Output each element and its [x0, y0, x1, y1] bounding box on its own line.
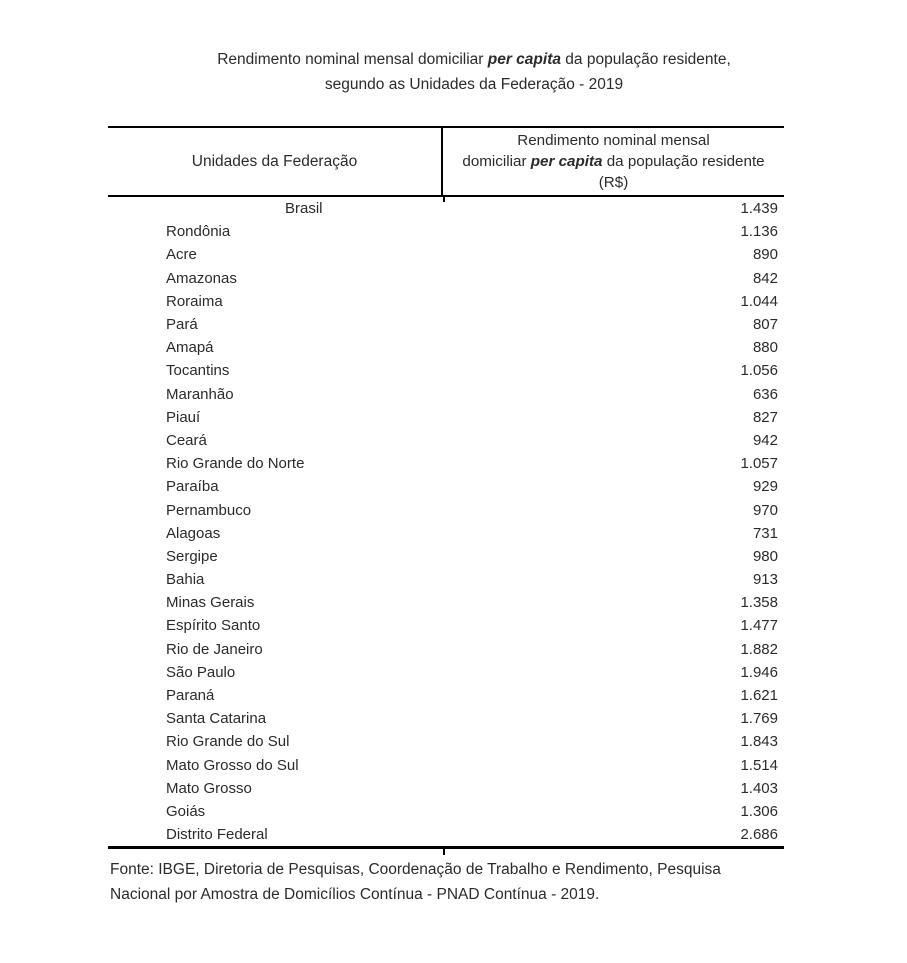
- uf-name: Brasil: [285, 200, 323, 218]
- table-row: [108, 197, 784, 220]
- uf-value: 1.514: [740, 756, 778, 774]
- uf-name: Minas Gerais: [166, 594, 255, 612]
- uf-name: Pernambuco: [166, 501, 252, 519]
- uf-name: Amapá: [166, 339, 214, 357]
- table-row: [108, 684, 784, 707]
- uf-name: Santa Catarina: [166, 710, 267, 728]
- table-header-row: [108, 128, 784, 197]
- table-row: [108, 243, 784, 266]
- uf-name: Distrito Federal: [166, 826, 268, 844]
- table-row: [108, 823, 784, 846]
- uf-name: Rio Grande do Norte: [166, 455, 305, 473]
- uf-value: 1.439: [740, 200, 778, 218]
- uf-value: 1.477: [740, 617, 778, 635]
- table-row: [108, 429, 784, 452]
- table-row: [108, 452, 784, 475]
- table-row: [108, 220, 784, 243]
- table-row: [108, 614, 784, 637]
- table-row: [108, 800, 784, 823]
- header-rendimento: [443, 128, 784, 195]
- table-row: [108, 591, 784, 614]
- uf-name: Mato Grosso: [166, 779, 252, 797]
- document-title: [140, 47, 808, 97]
- uf-name: Sergipe: [166, 547, 218, 565]
- uf-value: 731: [752, 524, 778, 542]
- table-row: [108, 290, 784, 313]
- header-rendimento-line1: Rendimento nominal mensal: [517, 132, 710, 149]
- table-row: [108, 661, 784, 684]
- uf-name: Rio de Janeiro: [166, 640, 263, 658]
- uf-value: 1.306: [740, 802, 778, 820]
- uf-name: Pará: [166, 316, 198, 334]
- uf-name: Alagoas: [166, 524, 221, 542]
- table-row: [108, 359, 784, 382]
- uf-name: Goiás: [166, 802, 206, 820]
- uf-value: 970: [752, 501, 778, 519]
- header-rendimento-line2: [462, 151, 764, 172]
- uf-value: 942: [752, 431, 778, 449]
- table-row: [108, 498, 784, 521]
- data-table: [108, 126, 784, 849]
- title-line1-pre: Rendimento nominal mensal domiciliar: [217, 51, 488, 68]
- uf-name: Espírito Santo: [166, 617, 261, 635]
- uf-value: 980: [752, 547, 778, 565]
- uf-name: Ceará: [166, 431, 207, 449]
- title-line1-post: da população residente,: [560, 51, 731, 68]
- uf-name: Mato Grosso do Sul: [166, 756, 299, 774]
- title-line2: segundo as Unidades da Federação - 2019: [324, 76, 624, 93]
- uf-value: 1.769: [740, 710, 778, 728]
- column-divider-tick: [443, 846, 445, 855]
- uf-value: 1.882: [740, 640, 778, 658]
- uf-value: 880: [752, 339, 778, 357]
- header-unidades-federacao: Unidades da Federação: [108, 128, 443, 195]
- table-row: [108, 707, 784, 730]
- uf-name: Amazonas: [166, 269, 237, 287]
- table-row: [108, 475, 784, 498]
- uf-value: 842: [752, 269, 778, 287]
- table-row: [108, 313, 784, 336]
- uf-value: 1.403: [740, 779, 778, 797]
- uf-value: 1.358: [740, 594, 778, 612]
- uf-value: 1.056: [740, 362, 778, 380]
- table-body: [108, 197, 784, 846]
- uf-name: Bahia: [166, 571, 205, 589]
- header-line2-pre: domiciliar: [462, 153, 531, 170]
- uf-name: Tocantins: [166, 362, 230, 380]
- uf-value: 890: [752, 246, 778, 264]
- uf-value: 929: [752, 478, 778, 496]
- uf-name: Maranhão: [166, 385, 234, 403]
- uf-value: 1.057: [740, 455, 778, 473]
- table-row: [108, 730, 784, 753]
- header-line2-italic: per capita: [530, 153, 603, 170]
- uf-value: 807: [752, 316, 778, 334]
- table-row: [108, 267, 784, 290]
- source-note: [110, 857, 790, 907]
- uf-name: Acre: [166, 246, 197, 264]
- uf-value: 913: [752, 571, 778, 589]
- uf-name: Rondônia: [166, 223, 231, 241]
- uf-name: Paraná: [166, 687, 215, 705]
- uf-value: 1.621: [740, 687, 778, 705]
- header-rendimento-line3: (R$): [598, 174, 629, 191]
- uf-value: 636: [752, 385, 778, 403]
- uf-value: 1.946: [740, 663, 778, 681]
- uf-name: Paraíba: [166, 478, 219, 496]
- table-row: [108, 638, 784, 661]
- table-row: [108, 545, 784, 568]
- uf-name: Roraima: [166, 292, 223, 310]
- table-row: [108, 568, 784, 591]
- uf-value: 2.686: [740, 826, 778, 844]
- table-row: [108, 522, 784, 545]
- uf-name: Rio Grande do Sul: [166, 733, 290, 751]
- uf-name: São Paulo: [166, 663, 236, 681]
- table-row: [108, 336, 784, 359]
- table-row: [108, 383, 784, 406]
- uf-value: 827: [752, 408, 778, 426]
- source-note-line1: Fonte: IBGE, Diretoria de Pesquisas, Coordenação de Trabalho e Rendimento, Pesquisa: [110, 861, 721, 878]
- title-line1: [140, 47, 808, 72]
- table-row: [108, 406, 784, 429]
- source-note-line2: Nacional por Amostra de Domicílios Contínua - PNAD Contínua - 2019.: [110, 886, 600, 903]
- title-line1-italic: per capita: [487, 51, 561, 68]
- uf-value: 1.843: [740, 733, 778, 751]
- table-row: [108, 754, 784, 777]
- uf-name: Piauí: [166, 408, 201, 426]
- table-row: [108, 777, 784, 800]
- uf-value: 1.136: [740, 223, 778, 241]
- header-line2-post: da população residente: [602, 153, 765, 170]
- uf-value: 1.044: [740, 292, 778, 310]
